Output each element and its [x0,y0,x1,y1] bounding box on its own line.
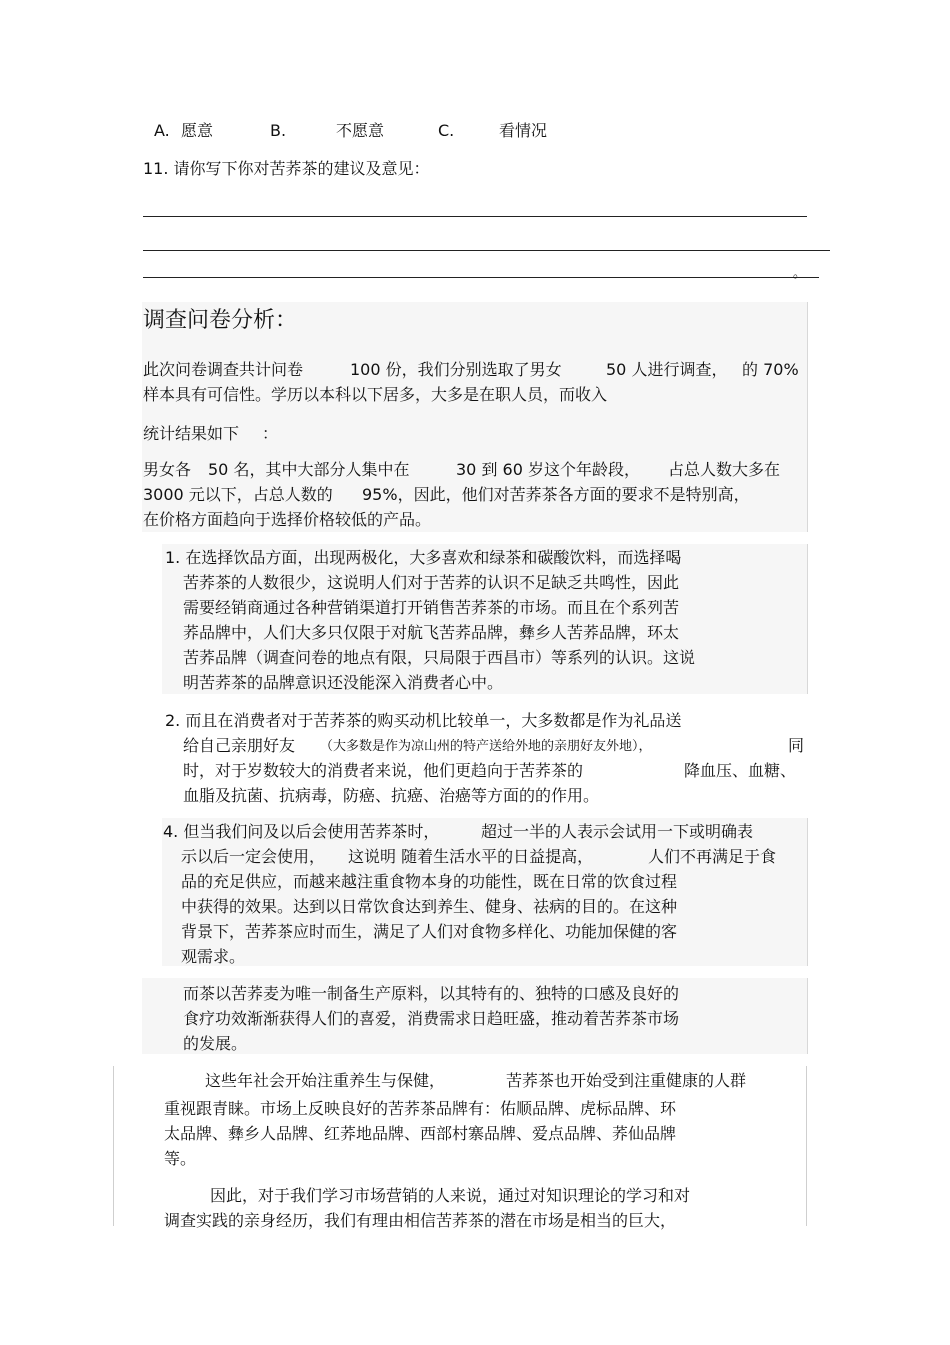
point-2-line-2c: 同 [788,736,805,755]
point-4-line-3: 品的充足供应，而越来越注重食物本身的功能性，既在日常的饮食过程 [181,872,678,891]
intro-line-2: 样本具有可信性。学历以本科以下居多，大多是在职人员，而收入 [143,385,608,404]
option-b-letter: B. [270,121,287,140]
point-4-line-2c: 人们不再满足于食 [648,847,777,866]
tea-line-2: 食疗功效渐渐获得人们的喜爱，消费需求日趋旺盛，推动着苦荞茶市场 [183,1009,680,1028]
conclusion-line-2: 调查实践的亲身经历，我们有理由相信苦荞茶的潜在市场是相当的巨大， [164,1211,677,1230]
tea-line-3: 的发展。 [183,1034,248,1053]
point-1-line-2: 苦荞茶的人数很少，这说明人们对于苦荞的认识不足缺乏共鸣性，因此 [183,573,680,592]
option-a-letter: A. [154,121,170,140]
stats-line-1b: 50 名，其中大部分人集中在 [208,460,410,479]
brands-line-1b: 苦荞茶也开始受到注重健康的人群 [506,1071,747,1090]
point-2-line-3a: 时，对于岁数较大的消费者来说，他们更趋向于苦荞茶的 [183,761,584,780]
answer-line-1 [143,216,807,217]
stats-line-3: 在价格方面趋向于选择价格较低的产品。 [143,510,432,529]
brands-line-4: 等。 [164,1149,197,1168]
intro-line-1d: 的 70% [742,360,799,379]
stats-label-colon: ： [262,424,279,443]
intro-line-1b: 100 份，我们分别选取了男女 [350,360,562,379]
intro-line-1c: 50 人进行调查， [606,360,728,379]
point-4-line-2a: 示以后一定会使用， [181,847,326,866]
point-4-line-1a: 4. 但当我们问及以后会使用苦荞茶时， [163,822,440,841]
brands-line-2: 重视跟青睐。市场上反映良好的苦荞茶品牌有：佑顺品牌、虎标品牌、环 [164,1099,677,1118]
point-1-line-1: 1. 在选择饮品方面，出现两极化，大多喜欢和绿茶和碳酸饮料，而选择喝 [165,548,682,567]
point-2-line-1: 2. 而且在消费者对于苦荞茶的购买动机比较单一，大多数都是作为礼品送 [165,711,682,730]
option-b-text: 不愿意 [336,121,385,140]
answer-line-2 [143,250,830,251]
analysis-heading: 调查问卷分析： [143,308,298,333]
point-4-line-5: 背景下，苦荞茶应时而生，满足了人们对食物多样化、功能加保健的客 [181,922,678,941]
stats-line-1c: 30 到 60 岁这个年龄段， [456,460,640,479]
point-1-line-5: 苦荞品牌（调查问卷的地点有限，只局限于西昌市）等系列的认识。这说 [183,648,696,667]
conclusion-line-1: 因此，对于我们学习市场营销的人来说，通过对知识理论的学习和对 [210,1186,691,1205]
stats-line-1a: 男女各 [143,460,192,479]
point-1-line-4: 荞品牌中，人们大多只仅限于对航飞苦荞品牌，彝乡人苦荞品牌，环太 [183,623,680,642]
intro-line-1a: 此次问卷调查共计问卷 [143,360,304,379]
stats-line-2b: 95%，因此，他们对苦荞茶各方面的要求不是特别高， [362,485,750,504]
option-c-letter: C. [438,121,455,140]
point-2-line-3b: 降血压、血糖、 [684,761,797,780]
right-margin-rule [806,1066,807,1226]
point-4-line-6: 观需求。 [181,947,246,966]
answer-end-mark: 。 [793,266,807,281]
question-11-prompt: 11. 请你写下你对苦荞茶的建议及意见： [143,159,430,178]
option-c-text: 看情况 [499,121,548,140]
stats-line-2a: 3000 元以下，占总人数的 [143,485,333,504]
point-2-line-4: 血脂及抗菌、抗病毒，防癌、抗癌、治癌等方面的的作用。 [183,786,600,805]
point-4-line-1b: 超过一半的人表示会试用一下或明确表 [481,822,754,841]
answer-line-3 [143,277,819,278]
point-4-line-2b: 这说明 随着生活水平的日益提高， [348,847,594,866]
option-a-text: 愿意 [181,121,214,140]
stats-label: 统计结果如下 [143,424,240,443]
stats-line-1d: 占总人数大多在 [668,460,781,479]
point-2-line-2a: 给自己亲朋好友 [183,736,296,755]
point-1-line-3: 需要经销商通过各种营销渠道打开销售苦荞茶的市场。而且在个系列苦 [183,598,680,617]
brands-line-1a: 这些年社会开始注重养生与保健， [205,1071,446,1090]
tea-line-1: 而茶以苦荞麦为唯一制备生产原料，以其特有的、独特的口感及良好的 [183,984,680,1003]
point-4-line-4: 中获得的效果。达到以日常饮食达到养生、健身、祛病的目的。在这种 [181,897,678,916]
point-1-line-6: 明苦荞茶的品牌意识还没能深入消费者心中。 [183,673,504,692]
brands-line-3: 太品牌、彝乡人品牌、红荞地品牌、西部村寨品牌、爱点品牌、荞仙品牌 [164,1124,677,1143]
point-2-line-2b: （大多数是作为凉山州的特产送给外地的亲朋好友外地）， [320,739,652,754]
left-margin-rule [113,1066,114,1226]
